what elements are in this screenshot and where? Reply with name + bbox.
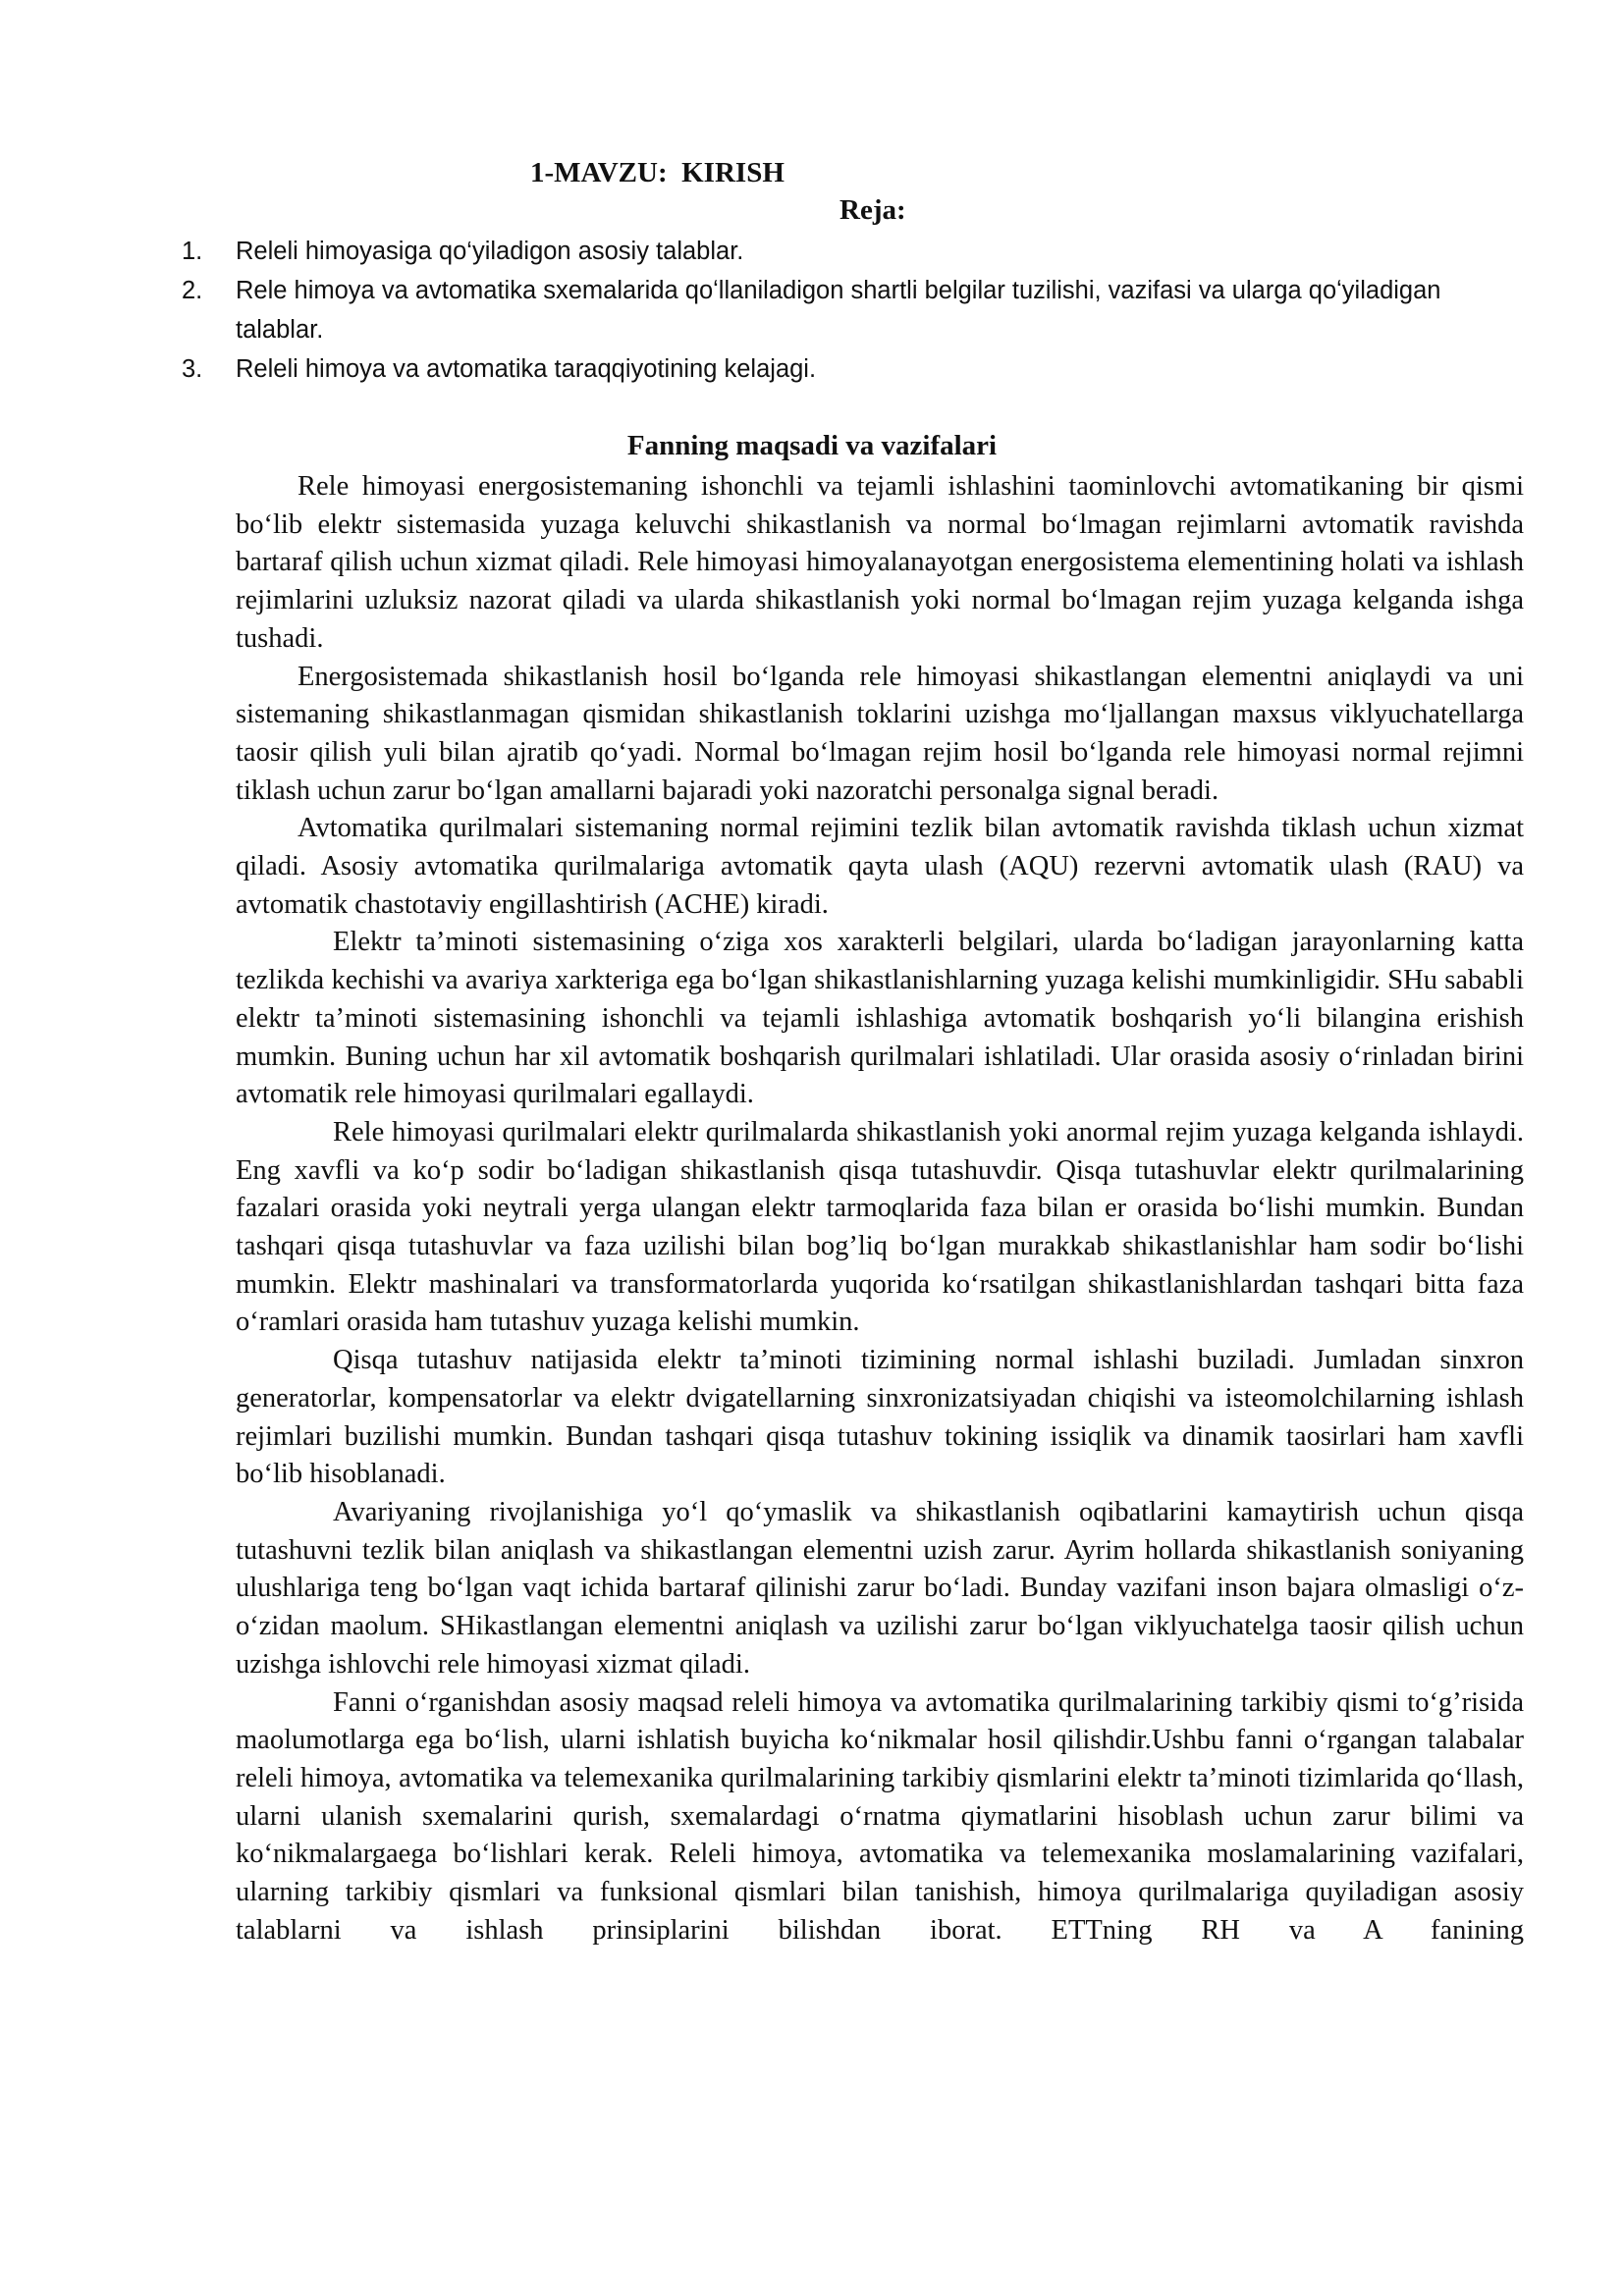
plan-item — [182, 349, 1478, 389]
section-title: Fanning maqsadi va vazifalari — [626, 430, 998, 461]
plan-item-number: 1. — [182, 238, 203, 265]
plan-item-text: Rele himoya va avtomatika sxemalarida qoʻllaniladigon shartli belgilar tuzilishi, vazifasi va ularga qoʻyiladigan talablar. — [236, 277, 1441, 344]
plan-list — [182, 232, 1478, 389]
body-paragraph: Avariyaning rivojlanishiga yo‘l qo‘ymaslik va shikastlanish oqibatlarini kamaytirish uchun qisqa tutashuvni tezlik bilan aniqlash va shikastlangan elementni uzish zarur. Ayrim hollarda shikastlanish soniyaning ulushlariga teng bo‘lgan vaqt ichida bartaraf qilinishi zarur bo‘ladi. Bunday vazifani inson bajara olmasligi o‘z-o‘zidan maolum. SHikastlangan elementni aniqlash va uzilishi zarur bo‘lgan viklyuchatelga taosir qilish uchun uzishga ishlovchi rele himoyasi xizmat qiladi. — [236, 1496, 1524, 1680]
body-paragraph: Elektr ta’minoti sistemasining o‘ziga xos xarakterli belgilari, ularda bo‘ladigan jarayonlarning katta tezlikda kechishi va avariya xarkteriga ega bo‘lgan shikastlanishlarning yuzaga kelishi mumkinligidir. SHu sababli elektr ta’minoti sistemasining ishonchli va tejamli ishlashiga avtomatik boshqarish yo‘li bilangina erishish mumkin. Buning uchun har xil avtomatik boshqarish qurilmalari ishlatiladi. Ular orasida asosiy o‘rinladan birini avtomatik rele himoyasi qurilmalari egallaydi. — [236, 927, 1524, 1110]
plan-item-number: 2. — [182, 277, 203, 304]
topic-title: 1-MAVZU: KIRISH — [530, 157, 785, 188]
plan-label: Reja: — [839, 194, 906, 226]
body-paragraph: Qisqa tutashuv natijasida elektr ta’minoti tizimining normal ishlashi buziladi. Jumladan sinxron generatorlar, kompensatorlar va elektr dvigatellarning sinxronizatsiyadan chiqishi va isteomolchilarning ishlash rejimlari buzilishi mumkin. Bundan tashqari qisqa tutashuv tokining issiqlik va dinamik taosirlari ham xavfli bo‘lib hisoblanadi. — [236, 1345, 1524, 1490]
body-paragraph: Rele himoyasi energosistemaning ishonchli va tejamli ishlashini taominlovchi avtomatikaning bir qismi bo‘lib elektr sistemasida yuzaga keluvchi shikastlanish va normal bo‘lmagan rejimlarni avtomatik ravishda bartaraf qilish uchun xizmat qiladi. Rele himoyasi himoyalanayotgan energosistema elementining holati va ishlash rejimlarini uzluksiz nazorat qiladi va ularda shikastlanish yoki normal bo‘lmagan rejim yuzaga kelganda ishga tushadi. — [236, 471, 1524, 654]
plan-item-text: Releli himoya va avtomatika taraqqiyotining kelajagi. — [236, 355, 817, 383]
body-paragraph: Rele himoyasi qurilmalari elektr qurilmalarda shikastlanish yoki anormal rejim yuzaga kelganda ishlaydi. Eng xavfli va ko‘p sodir bo‘ladigan shikastlanish qisqa tutashuvdir. Qisqa tutashuvlar elektr qurilmalarining fazalari orasida yoki neytrali yerga ulangan elektr tarmoqlarida faza bilan er orasida bo‘lishi mumkin. Bundan tashqari qisqa tutashuvlar va faza uzilishi bilan bog’liq bo‘lgan murakkab shikastlanishlar ham sodir bo‘lishi mumkin. Elektr mashinalari va transformatorlarda yuqorida ko‘rsatilgan shikastlanishlardan tashqari bitta faza o‘ramlari orasida ham tutashuv yuzaga kelishi mumkin. — [236, 1116, 1524, 1338]
body-paragraph: Avtomatika qurilmalari sistemaning normal rejimini tezlik bilan avtomatik ravishda tiklash uchun xizmat qiladi. Asosiy avtomatika qurilmalariga avtomatik qayta ulash (AQU) rezervni avtomatik ulash (RAU) va avtomatik chastotaviy engillashtirish (ACHE) kiradi. — [236, 813, 1524, 920]
plan-item-number: 3. — [182, 355, 203, 383]
plan-item-text: Releli himoyasiga qo‘yiladigon asosiy talablar. — [236, 238, 744, 265]
body-paragraph: Energosistemada shikastlanish hosil bo‘lganda rele himoyasi shikastlangan elementni aniqlaydi va uni sistemaning shikastlanmagan qismidan shikastlanish toklarini uzishga mo‘ljallangan maxsus viklyuchatellarga taosir qilish yuli bilan ajratib qo‘yadi. Normal bo‘lmagan rejim hosil bo‘lganda rele himoyasi normal rejimni tiklash uchun zarur bo‘lgan amallarni bajaradi yoki nazoratchi personalga signal beradi. — [236, 661, 1524, 806]
body-paragraph: Fanni o‘rganishdan asosiy maqsad releli himoya va avtomatika qurilmalarining tarkibiy qismi to‘g’risida maolumotlarga ega bo‘lish, ularni ishlatish buyicha ko‘nikmalar hosil qilishdir.Ushbu fanni o‘rgangan talabalar releli himoya, avtomatika va telemexanika qurilmalarining tarkibiy qismlarini elektr ta’minoti tizimlarida qo‘llash, ularni ulanish sxemalarini qurish, sxemalardagi o‘rnatma qiymatlarini hisoblash uchun zarur bilimi va ko‘nikmalargaega bo‘lishlari kerak. Releli himoya, avtomatika va telemexanika moslamalarining vazifalari, ularning tarkibiy qismlari va funksional qismlari bilan tanishish, himoya qurilmalariga quyiladigan asosiy talablarni va ishlash prinsiplarini bilishdan iborat. ETTning RH va A fanining — [236, 1686, 1524, 1946]
section-body — [236, 468, 1524, 1949]
plan-item — [182, 271, 1478, 349]
plan-item — [182, 232, 1478, 271]
